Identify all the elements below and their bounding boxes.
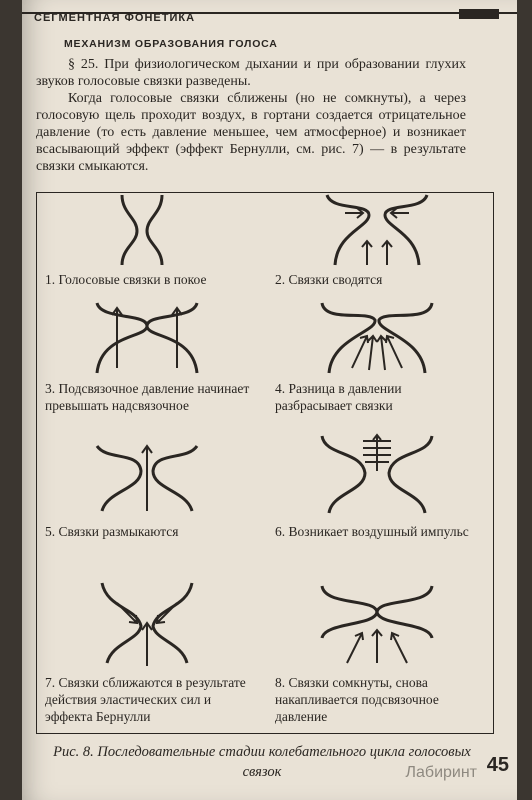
stage-5-label: 5. Связки размыкаются — [45, 524, 179, 539]
stage-6-diagram — [307, 431, 447, 516]
stage-5-diagram — [77, 431, 217, 516]
stage-7 — [37, 578, 257, 724]
stage-8 — [267, 578, 487, 724]
stage-6-label: 6. Возникает воздушный импульс — [275, 524, 469, 539]
stage-8-label: 8. Связки сомкнуты, снова накапливается подсвязочное давление — [275, 675, 439, 724]
watermark: Лабиринт — [405, 764, 477, 781]
stage-4 — [267, 298, 487, 433]
stage-3 — [37, 298, 257, 433]
stage-1-label: 1. Голосовые связки в покое — [45, 272, 207, 287]
stage-2-label: 2. Связки сводятся — [275, 272, 383, 287]
stage-4-diagram — [307, 298, 447, 378]
stage-8-diagram — [307, 578, 447, 668]
stage-3-label: 3. Подсвязочное давление начинает превышать надсвязочное — [45, 381, 250, 413]
section-title: СЕГМЕНТНАЯ ФОНЕТИКА — [34, 12, 196, 24]
stage-4-label: 4. Разница в давлении разбрасывает связки — [275, 381, 402, 413]
paragraph-1: § 25. При физиологическом дыхании и при образовании глухих звуков голосовые связки разведены. — [36, 57, 466, 89]
body-text — [36, 56, 466, 175]
stage-5 — [37, 431, 257, 566]
book-page — [22, 0, 517, 800]
stage-3-diagram — [77, 298, 217, 378]
subsection-title: МЕХАНИЗМ ОБРАЗОВАНИЯ ГОЛОСА — [64, 38, 278, 50]
stage-2-diagram — [307, 193, 447, 268]
figure-caption: Рис. 8. Последовательные стадии колебательного цикла голосовых связок — [53, 744, 471, 780]
paragraph-2: Когда голосовые связки сближены (но не сомкнуты), а через голосовую щель проходит воздух, в гортани создается отрицательное давление (то есть давление меньшее, чем атмосферное) и возникает всасывающий эффект (эффект Бернулли, см. рис. 7) — в результате связки смыкаются. — [36, 91, 466, 174]
stage-7-label: 7. Связки сближаются в результате действия эластических сил и эффекта Бернулли — [45, 675, 246, 724]
stage-7-diagram — [77, 578, 217, 668]
stage-6 — [267, 431, 487, 566]
header-marker — [459, 9, 499, 19]
stage-1-diagram — [77, 193, 207, 268]
page-number: 45 — [486, 754, 509, 776]
figure-frame — [36, 192, 494, 734]
